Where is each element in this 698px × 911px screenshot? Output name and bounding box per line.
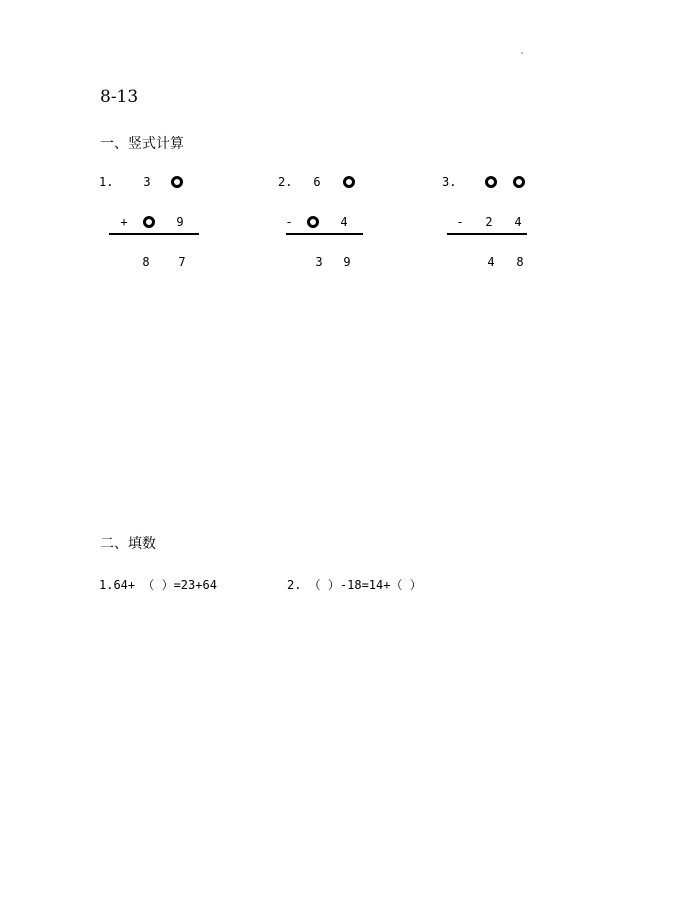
problem-3-operator: - [456,215,464,229]
problem-2-bottom-tens-blank-icon[interactable] [307,216,319,228]
problem-1-top-ones-blank-icon[interactable] [171,176,183,188]
problem-2-rule [286,233,363,235]
problem-2-top-ones-blank-icon[interactable] [343,176,355,188]
problem-1-rule [109,233,199,235]
problem-3-rule [447,233,527,235]
problem-3-result-ones: 8 [516,255,524,269]
problem-1-result-tens: 8 [142,255,150,269]
section2-title: 二、填数 [100,536,156,552]
problem-1-bottom-tens-blank-icon[interactable] [143,216,155,228]
problem-1-result-ones: 7 [178,255,186,269]
problem-3-top-tens-blank-icon[interactable] [485,176,497,188]
problem-2-result-ones: 9 [343,255,351,269]
fill-item-1: 1.64+ （ ）=23+64 [99,578,217,592]
problem-3-result-tens: 4 [487,255,495,269]
problem-2-operator: - [285,215,293,229]
problem-3-top-ones-blank-icon[interactable] [513,176,525,188]
section1-title: 一、竖式计算 [100,136,184,152]
problem-1-number: 1. [99,175,114,189]
problem-2-result-tens: 3 [315,255,323,269]
problem-3-number: 3. [442,175,457,189]
problem-1-operator: + [120,215,128,229]
problem-1-bottom-ones: 9 [176,215,184,229]
fill-item-2: 2. （ ）-18=14+（ ） [287,578,422,592]
problem-2-number: 2. [278,175,293,189]
problem-2-top-tens: 6 [313,175,321,189]
problem-2-bottom-ones: 4 [340,215,348,229]
problem-1-top-tens: 3 [143,175,151,189]
problem-3-bottom-ones: 4 [514,215,522,229]
page-title: 8-13 [100,87,139,107]
problem-3-bottom-tens: 2 [485,215,493,229]
decorative-dot [521,52,523,54]
